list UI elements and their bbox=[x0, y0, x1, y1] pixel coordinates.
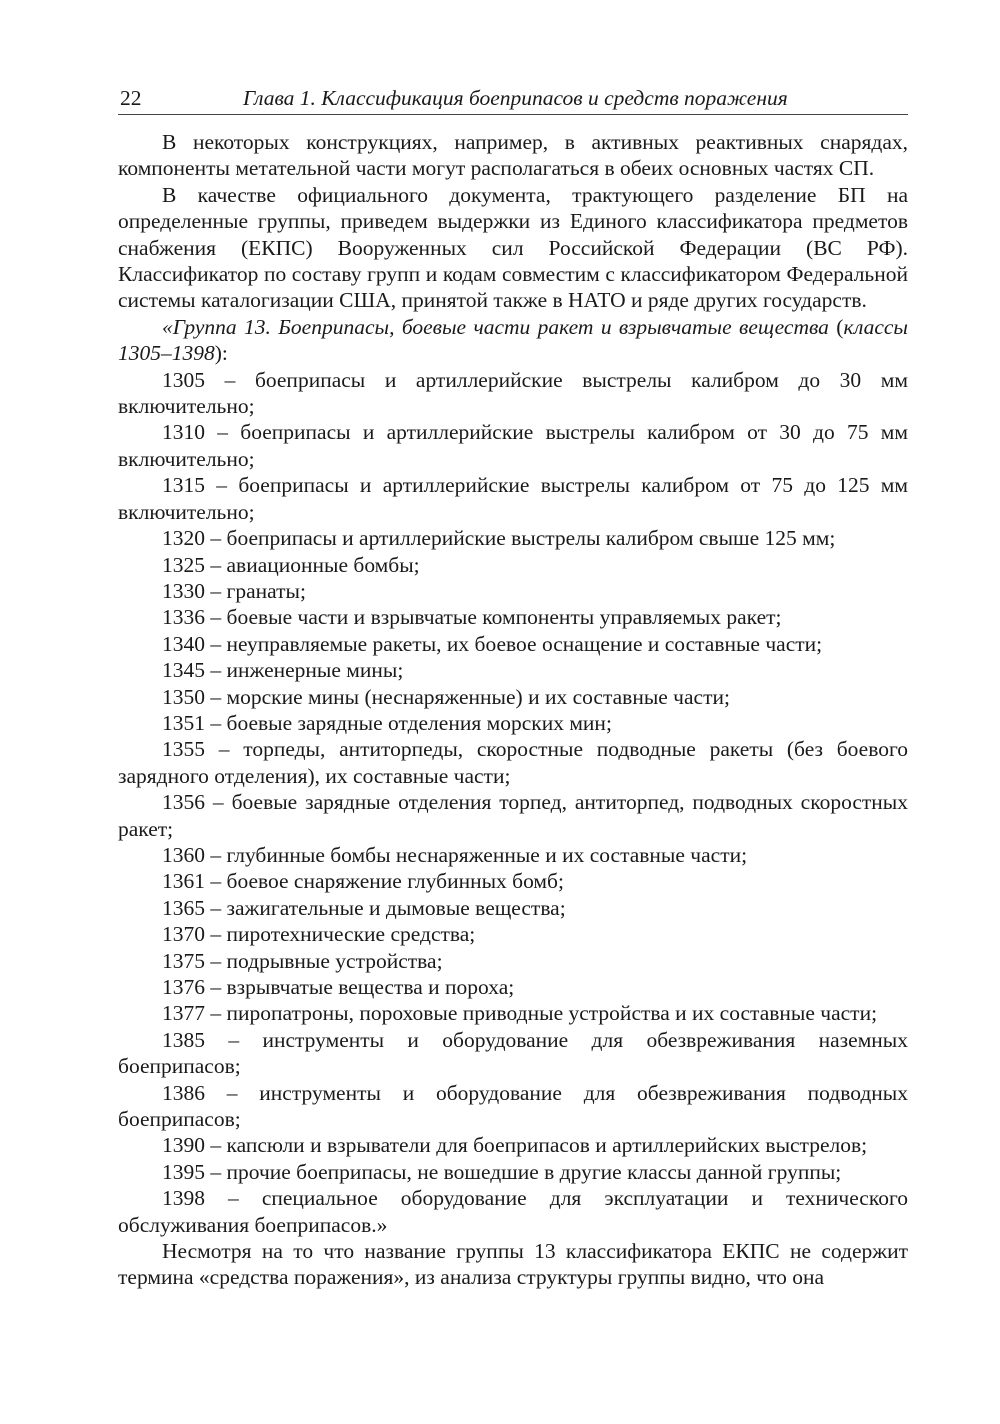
page-number: 22 bbox=[120, 86, 142, 110]
class-description: зажигательные и дымовые вещества; bbox=[226, 895, 566, 920]
class-dash: – bbox=[205, 552, 227, 577]
class-code: 1315 bbox=[162, 473, 205, 498]
quote-intro bbox=[118, 314, 908, 367]
class-description: боевые зарядные отделения морских мин; bbox=[226, 710, 612, 735]
class-code: 1320 bbox=[162, 526, 205, 551]
paren-close: ): bbox=[214, 341, 228, 366]
class-dash: – bbox=[205, 1133, 227, 1158]
class-description: инженерные мины; bbox=[226, 658, 404, 683]
class-entry bbox=[118, 657, 908, 683]
running-header bbox=[118, 84, 908, 115]
class-code: 1356 bbox=[162, 790, 205, 815]
class-entry bbox=[118, 948, 908, 974]
class-description: боеприпасы и артиллерийские выстрелы калибром от 30 до 75 мм включительно; bbox=[118, 420, 908, 471]
class-code: 1386 bbox=[162, 1080, 205, 1105]
class-description: гранаты; bbox=[226, 578, 306, 603]
class-code: 1398 bbox=[162, 1186, 205, 1211]
class-code: 1376 bbox=[162, 975, 205, 999]
class-dash: – bbox=[205, 1159, 227, 1184]
chapter-title: Глава 1. Классификация боеприпасов и средств поражения bbox=[243, 86, 788, 110]
class-description: боеприпасы и артиллерийские выстрелы калибром до 30 мм включительно; bbox=[118, 367, 908, 419]
class-dash: – bbox=[205, 842, 227, 867]
class-code: 1330 bbox=[162, 578, 205, 603]
class-code: 1325 bbox=[162, 552, 205, 577]
quote-open-mark: « bbox=[162, 314, 173, 339]
class-code: 1355 bbox=[162, 737, 205, 762]
class-dash: – bbox=[205, 869, 227, 894]
paragraph: В некоторых конструкциях, например, в активных реактивных снарядах, компоненты метательной части могут располагаться в обеих основных частях СП. bbox=[118, 130, 908, 181]
class-dash: – bbox=[205, 922, 227, 947]
class-entry bbox=[118, 684, 908, 710]
class-description: боевые зарядные отделения торпед, антиторпед, подводных скоростных ракет; bbox=[118, 790, 909, 841]
class-code: 1350 bbox=[162, 684, 205, 709]
class-dash: – bbox=[205, 975, 227, 999]
class-dash: – bbox=[205, 605, 227, 630]
class-dash: – bbox=[205, 948, 227, 973]
class-entry bbox=[118, 472, 908, 525]
class-dash: – bbox=[205, 1186, 262, 1211]
class-description: неуправляемые ракеты, их боевое оснащение и составные части; bbox=[226, 631, 823, 656]
class-dash: – bbox=[205, 631, 227, 656]
class-entry bbox=[118, 604, 908, 630]
class-code: 1365 bbox=[162, 895, 205, 920]
class-entry bbox=[118, 789, 908, 842]
class-description: специальное оборудование для эксплуатации и технического обслуживания боеприпасов.» bbox=[118, 1186, 908, 1237]
class-code: 1361 bbox=[162, 869, 205, 894]
class-description: взрывчатые вещества и пороха; bbox=[226, 975, 515, 999]
group-title: Группа 13. Боеприпасы, боевые части ракет и взрывчатые вещества bbox=[172, 314, 829, 339]
class-description: боевое снаряжение глубинных бомб; bbox=[226, 869, 564, 894]
closing-paragraph: Несмотря на то что название группы 13 классификатора ЕКПС не содержит термина «средства поражения», из анализа структуры группы видно, что она bbox=[118, 1239, 908, 1290]
class-dash: – bbox=[205, 710, 227, 735]
class-entry bbox=[118, 419, 908, 472]
class-description: глубинные бомбы неснаряженные и их составные части; bbox=[226, 842, 748, 867]
class-entry bbox=[118, 1000, 908, 1026]
class-entry bbox=[118, 1185, 908, 1238]
class-entry bbox=[118, 974, 908, 1000]
class-entry bbox=[118, 1027, 908, 1080]
class-code: 1310 bbox=[162, 420, 205, 445]
class-entry bbox=[118, 842, 908, 868]
paragraph: В качестве официального документа, трактующего разделение БП на определенные группы, приведем выдержки из Единого классификатора предметов снабжения (ЕКПС) Вооруженных сил Российской Федерации (ВС РФ). Классификатор по составу групп и кодам совместим с классификатором Федеральной системы каталогизации США, принятой также в НАТО и ряде других государств. bbox=[118, 182, 908, 313]
page bbox=[118, 84, 908, 1291]
class-code: 1377 bbox=[162, 1001, 205, 1026]
class-description: морские мины (неснаряженные) и их составные части; bbox=[226, 684, 730, 709]
class-entry bbox=[118, 367, 908, 420]
class-code: 1370 bbox=[162, 922, 205, 947]
class-range: классы 1305–1398 bbox=[118, 314, 908, 366]
class-description: боеприпасы и артиллерийские выстрелы калибром свыше 125 мм; bbox=[226, 526, 836, 551]
class-code: 1345 bbox=[162, 658, 205, 683]
class-entry bbox=[118, 895, 908, 921]
class-description: прочие боеприпасы, не вошедшие в другие классы данной группы; bbox=[226, 1159, 842, 1184]
class-code: 1390 bbox=[162, 1133, 205, 1158]
class-code: 1375 bbox=[162, 948, 205, 973]
class-dash: – bbox=[205, 526, 227, 551]
class-dash: – bbox=[205, 420, 241, 445]
class-description: боевые части и взрывчатые компоненты управляемых ракет; bbox=[226, 605, 782, 630]
class-dash: – bbox=[205, 1027, 263, 1052]
class-description: пиропатроны, пороховые приводные устройства и их составные части; bbox=[226, 1001, 878, 1026]
class-dash: – bbox=[205, 658, 227, 683]
class-code: 1385 bbox=[162, 1027, 205, 1052]
class-description: пиротехнические средства; bbox=[226, 922, 476, 947]
class-entry bbox=[118, 1159, 908, 1185]
class-code: 1340 bbox=[162, 631, 205, 656]
class-entry bbox=[118, 1080, 908, 1133]
class-code: 1305 bbox=[162, 367, 205, 392]
class-code: 1351 bbox=[162, 710, 205, 735]
class-dash: – bbox=[205, 737, 244, 762]
class-entry bbox=[118, 525, 908, 551]
class-code: 1395 bbox=[162, 1159, 205, 1184]
class-entry bbox=[118, 552, 908, 578]
class-dash: – bbox=[205, 895, 227, 920]
class-list bbox=[118, 367, 908, 1238]
class-description: инструменты и оборудование для обезвреживания наземных боеприпасов; bbox=[118, 1027, 909, 1079]
class-dash: – bbox=[205, 684, 227, 709]
class-dash: – bbox=[205, 1001, 227, 1026]
class-code: 1336 bbox=[162, 605, 205, 630]
body-text bbox=[118, 129, 908, 1291]
paren-open: ( bbox=[828, 314, 844, 339]
class-dash: – bbox=[205, 473, 239, 498]
class-description: капсюли и взрыватели для боеприпасов и артиллерийских выстрелов; bbox=[226, 1133, 868, 1158]
class-description: подрывные устройства; bbox=[226, 948, 443, 973]
class-description: боеприпасы и артиллерийские выстрелы калибром от 75 до 125 мм включительно; bbox=[118, 473, 908, 524]
class-entry bbox=[118, 1132, 908, 1158]
class-entry bbox=[118, 868, 908, 894]
class-dash: – bbox=[205, 367, 255, 392]
class-entry bbox=[118, 710, 908, 736]
class-code: 1360 bbox=[162, 842, 205, 867]
class-dash: – bbox=[205, 790, 232, 815]
class-dash: – bbox=[205, 578, 227, 603]
class-description: авиационные бомбы; bbox=[226, 552, 420, 577]
class-entry bbox=[118, 921, 908, 947]
class-description: инструменты и оборудование для обезвреживания подводных боеприпасов; bbox=[118, 1080, 908, 1132]
class-description: торпеды, антиторпеды, скоростные подводные ракеты (без боевого зарядного отделения), их составные части; bbox=[118, 737, 909, 788]
class-dash: – bbox=[205, 1080, 260, 1105]
class-entry bbox=[118, 578, 908, 604]
class-entry bbox=[118, 736, 908, 789]
class-entry bbox=[118, 631, 908, 657]
